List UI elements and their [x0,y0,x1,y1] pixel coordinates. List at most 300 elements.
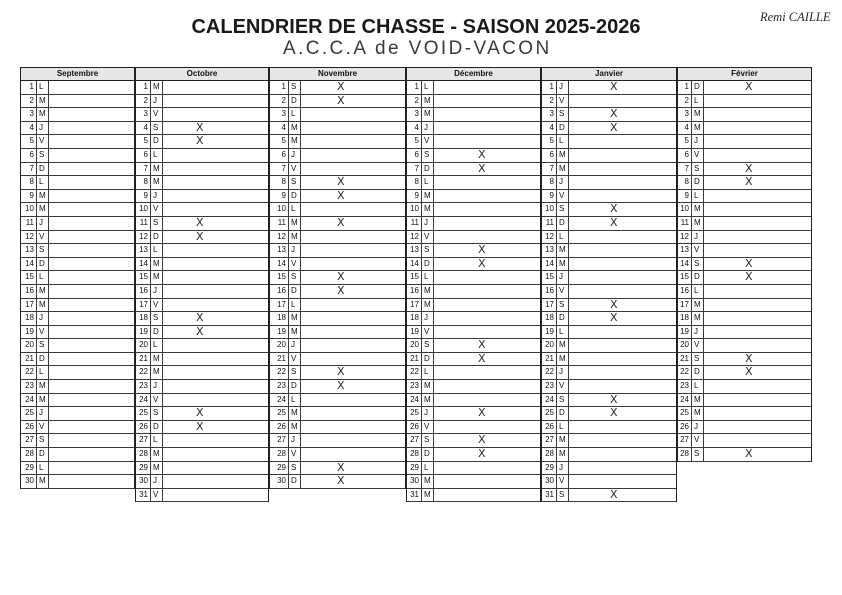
day-letter: D [557,122,569,135]
day-letter: J [692,326,704,339]
day-number: 4 [270,122,289,135]
day-letter: M [289,421,301,434]
day-notes-cell [434,81,540,94]
day-number: 8 [270,176,289,189]
day-notes-cell [434,299,540,312]
day-row [270,81,405,95]
hunting-day-mark: X [478,351,486,365]
day-row [678,190,811,204]
day-notes-cell [163,285,268,298]
day-number: 12 [21,231,37,244]
day-notes-cell [434,462,540,475]
day-letter: M [37,203,49,216]
month-column [135,67,269,502]
day-letter: L [289,108,301,121]
day-notes-cell [434,122,540,135]
day-notes-cell [704,299,811,312]
day-number: 20 [136,339,151,352]
day-notes-cell [434,394,540,407]
day-notes-cell [163,244,268,257]
day-notes-cell [704,108,811,121]
day-number: 22 [542,366,557,379]
day-notes-cell [434,475,540,488]
day-row [542,176,676,190]
day-number: 24 [542,394,557,407]
day-letter: M [422,489,434,502]
day-number: 27 [136,434,151,447]
day-letter: L [422,271,434,284]
day-notes-cell [434,217,540,230]
month-header: Septembre [21,68,134,81]
handwritten-association-name: A.C.C.A de VOID-VACON [283,38,552,59]
day-number: 22 [136,366,151,379]
day-number: 26 [678,421,692,434]
hunting-day-mark: X [337,93,345,107]
day-letter: S [289,366,301,379]
day-number: 30 [407,475,422,488]
day-letter: L [289,299,301,312]
day-row [136,203,268,217]
day-letter: M [151,353,163,366]
day-number: 7 [21,163,37,176]
hunting-day-mark: X [196,134,204,148]
day-letter: V [151,203,163,216]
day-letter: J [151,380,163,393]
day-letter: M [557,434,569,447]
day-letter: M [289,312,301,325]
day-row [270,190,405,204]
hunting-day-mark: X [610,202,618,216]
day-letter: M [557,244,569,257]
day-letter: M [289,135,301,148]
day-number: 1 [678,81,692,94]
day-letter: S [422,434,434,447]
day-number: 17 [136,299,151,312]
month-header: Décembre [407,68,540,81]
day-letter: L [692,190,704,203]
day-letter: J [37,217,49,230]
day-number: 24 [678,394,692,407]
day-row [542,353,676,367]
day-number: 5 [21,135,37,148]
day-letter: S [557,489,569,502]
day-letter: D [692,271,704,284]
day-row [270,312,405,326]
day-row [21,366,134,380]
day-number: 18 [270,312,289,325]
day-number: 1 [136,81,151,94]
day-letter: M [151,163,163,176]
day-letter: L [37,462,49,475]
day-letter: M [289,326,301,339]
day-number: 23 [542,380,557,393]
day-letter: D [151,421,163,434]
hunting-day-mark: X [478,338,486,352]
day-notes-cell [569,353,676,366]
day-number: 1 [542,81,557,94]
day-letter: M [422,203,434,216]
day-notes-cell [569,434,676,447]
day-letter: L [151,339,163,352]
day-notes-cell [569,475,676,488]
day-number: 11 [678,217,692,230]
day-letter: S [557,108,569,121]
day-number: 15 [21,271,37,284]
day-letter: V [37,231,49,244]
day-letter: M [692,299,704,312]
day-letter: J [557,366,569,379]
day-letter: S [289,176,301,189]
day-number: 17 [407,299,422,312]
day-letter: M [151,462,163,475]
day-number: 6 [678,149,692,162]
hunting-day-mark: X [196,406,204,420]
day-letter: D [422,353,434,366]
day-number: 21 [136,353,151,366]
day-number: 15 [407,271,422,284]
day-number: 14 [270,258,289,271]
day-number: 3 [542,108,557,121]
day-number: 25 [136,407,151,420]
day-letter: L [37,366,49,379]
hunting-day-mark: X [196,215,204,229]
day-row [270,475,405,489]
day-row [136,135,268,149]
day-notes-cell [301,421,405,434]
day-row [407,366,540,380]
day-letter: D [422,163,434,176]
day-notes-cell [163,190,268,203]
day-letter: V [422,326,434,339]
day-notes-cell [434,326,540,339]
day-letter: S [151,217,163,230]
day-row [678,285,811,299]
day-letter: S [422,149,434,162]
day-letter: M [37,299,49,312]
day-number: 13 [270,244,289,257]
day-notes-cell [49,203,134,216]
handwritten-name: Remi CAILLE [760,10,831,24]
day-row [136,217,268,231]
day-notes-cell [704,149,811,162]
day-letter: M [151,176,163,189]
day-row [542,231,676,245]
day-number: 4 [678,122,692,135]
day-row [270,434,405,448]
day-number: 28 [678,448,692,461]
day-row [21,203,134,217]
day-letter: M [692,217,704,230]
day-letter: D [37,448,49,461]
day-number: 9 [678,190,692,203]
day-letter: M [37,394,49,407]
day-number: 8 [678,176,692,189]
day-notes-cell [49,217,134,230]
month-column [677,67,812,462]
day-notes-cell [301,163,405,176]
day-number: 21 [678,353,692,366]
hunting-day-mark: X [478,433,486,447]
day-row [136,434,268,448]
day-row [407,285,540,299]
day-number: 7 [678,163,692,176]
day-letter: M [692,108,704,121]
day-letter: V [692,244,704,257]
day-number: 5 [678,135,692,148]
day-letter: L [151,149,163,162]
day-number: 17 [678,299,692,312]
day-notes-cell [434,366,540,379]
day-number: 12 [270,231,289,244]
day-notes-cell [301,258,405,271]
day-row [136,258,268,272]
day-row [270,339,405,353]
day-row [21,475,134,489]
day-number: 16 [542,285,557,298]
day-notes-cell [163,475,268,488]
day-letter: L [692,380,704,393]
day-number: 31 [542,489,557,502]
day-row [407,407,540,421]
day-number: 6 [407,149,422,162]
day-letter: V [151,489,163,502]
day-notes-cell [49,190,134,203]
day-letter: M [289,407,301,420]
day-notes-cell [704,339,811,352]
day-notes-cell [301,326,405,339]
day-letter: D [37,258,49,271]
day-number: 11 [21,217,37,230]
day-row [21,326,134,340]
hunting-day-mark: X [610,120,618,134]
day-row [21,421,134,435]
day-notes-cell [301,434,405,447]
day-number: 26 [407,421,422,434]
day-row [21,353,134,367]
day-letter: V [151,108,163,121]
day-number: 3 [136,108,151,121]
day-row [678,448,811,462]
day-number: 10 [678,203,692,216]
hunting-day-mark: X [196,324,204,338]
hunting-day-mark: X [745,161,753,175]
day-letter: M [37,285,49,298]
day-number: 4 [542,122,557,135]
day-notes-cell [704,421,811,434]
month-header: Février [678,68,811,81]
day-notes-cell [49,339,134,352]
day-letter: V [422,421,434,434]
day-notes-cell [569,95,676,108]
day-number: 16 [678,285,692,298]
day-number: 2 [136,95,151,108]
day-row [136,285,268,299]
day-row [21,217,134,231]
day-letter: J [151,95,163,108]
day-letter: J [692,421,704,434]
day-letter: L [289,203,301,216]
day-row [542,462,676,476]
day-notes-cell [434,231,540,244]
day-letter: L [692,95,704,108]
day-row [678,271,811,285]
day-row [21,339,134,353]
day-notes-cell [49,81,134,94]
day-letter: L [557,135,569,148]
day-letter: M [37,108,49,121]
day-number: 7 [407,163,422,176]
day-number: 13 [407,244,422,257]
day-number: 14 [542,258,557,271]
day-number: 18 [136,312,151,325]
day-letter: L [422,462,434,475]
day-number: 6 [542,149,557,162]
hunting-day-mark: X [337,283,345,297]
day-row [136,176,268,190]
day-row [678,353,811,367]
day-number: 2 [21,95,37,108]
hunting-day-mark: X [610,406,618,420]
day-row [678,81,811,95]
hunting-day-mark: X [610,392,618,406]
day-row [21,407,134,421]
day-notes-cell [704,285,811,298]
day-row [542,271,676,285]
day-number: 11 [136,217,151,230]
day-number: 6 [21,149,37,162]
day-letter: V [557,190,569,203]
day-number: 10 [407,203,422,216]
day-letter: L [289,394,301,407]
day-notes-cell [569,326,676,339]
day-letter: J [151,190,163,203]
day-letter: M [37,475,49,488]
day-row [136,326,268,340]
day-number: 25 [407,407,422,420]
day-notes-cell [49,394,134,407]
day-number: 9 [21,190,37,203]
day-row [270,271,405,285]
day-row [21,448,134,462]
day-notes-cell [301,149,405,162]
day-notes-cell [569,135,676,148]
day-row [136,394,268,408]
day-row [407,258,540,272]
day-letter: M [289,217,301,230]
day-letter: J [557,176,569,189]
hunting-day-mark: X [478,161,486,175]
day-letter: J [422,407,434,420]
day-notes-cell [49,108,134,121]
day-number: 27 [270,434,289,447]
day-notes-cell [301,108,405,121]
day-letter: V [422,231,434,244]
day-row [407,135,540,149]
day-notes-cell [569,366,676,379]
day-number: 23 [678,380,692,393]
day-letter: D [422,258,434,271]
day-letter: M [557,149,569,162]
day-notes-cell [434,203,540,216]
day-row [136,149,268,163]
day-letter: J [37,122,49,135]
day-row [270,149,405,163]
day-notes-cell [301,312,405,325]
day-row [678,407,811,421]
hunting-day-mark: X [610,215,618,229]
day-number: 18 [407,312,422,325]
day-number: 12 [136,231,151,244]
day-row [136,312,268,326]
day-row [21,380,134,394]
day-letter: M [557,339,569,352]
day-row [678,244,811,258]
day-notes-cell [49,475,134,488]
day-row [542,339,676,353]
day-number: 28 [407,448,422,461]
day-notes-cell [301,407,405,420]
day-letter: V [289,353,301,366]
day-number: 9 [542,190,557,203]
month-header: Janvier [542,68,676,81]
day-letter: L [557,326,569,339]
day-number: 24 [21,394,37,407]
day-letter: J [692,231,704,244]
day-number: 10 [270,203,289,216]
day-row [542,190,676,204]
day-row [407,163,540,177]
day-row [407,203,540,217]
day-notes-cell [49,244,134,257]
day-letter: V [692,149,704,162]
day-letter: D [289,380,301,393]
day-notes-cell [301,122,405,135]
day-letter: V [557,475,569,488]
day-number: 28 [21,448,37,461]
day-notes-cell [163,203,268,216]
day-letter: J [289,434,301,447]
day-notes-cell [301,299,405,312]
day-number: 9 [136,190,151,203]
day-notes-cell [569,244,676,257]
day-row [407,421,540,435]
hunting-day-mark: X [745,256,753,270]
day-notes-cell [163,353,268,366]
day-row [270,135,405,149]
day-notes-cell [49,95,134,108]
day-notes-cell [301,339,405,352]
day-letter: J [557,271,569,284]
day-notes-cell [434,489,540,502]
day-letter: M [422,475,434,488]
day-number: 19 [407,326,422,339]
day-notes-cell [704,231,811,244]
day-row [678,231,811,245]
day-number: 20 [678,339,692,352]
day-notes-cell [434,190,540,203]
day-row [270,353,405,367]
day-letter: S [37,434,49,447]
day-letter: J [557,81,569,94]
day-notes-cell [49,299,134,312]
hunting-day-mark: X [610,80,618,93]
day-number: 29 [136,462,151,475]
day-letter: M [151,258,163,271]
day-number: 26 [542,421,557,434]
day-number: 11 [542,217,557,230]
day-number: 19 [678,326,692,339]
day-number: 27 [542,434,557,447]
